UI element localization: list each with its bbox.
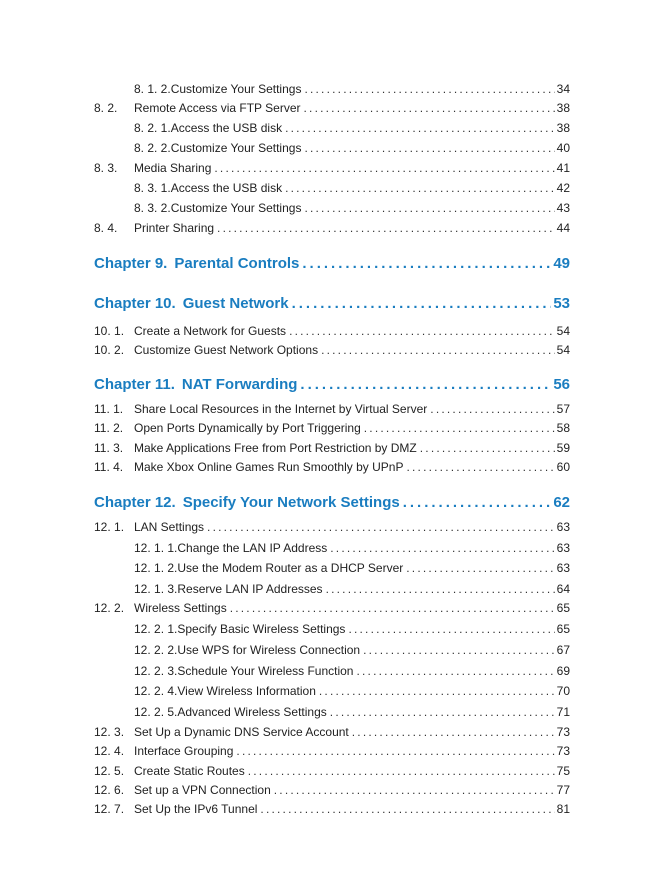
dot-leader xyxy=(285,121,555,135)
dot-leader xyxy=(207,520,555,534)
toc-entry-number: 11. 2. xyxy=(94,421,124,435)
toc-chapter-entry[interactable] xyxy=(94,255,570,273)
toc-section-entry[interactable] xyxy=(94,601,570,615)
toc-page-number: 70 xyxy=(556,684,570,698)
toc-page-number: 62 xyxy=(553,494,570,511)
toc-entry-number: 12. 2. 4. xyxy=(134,684,178,698)
toc-entry-number: 8. 3. 1. xyxy=(134,181,171,195)
toc-entry-title: Parental Controls xyxy=(174,255,300,272)
toc-entry-title: Set Up the IPv6 Tunnel xyxy=(134,802,258,816)
toc-entry-title: Customize Guest Network Options xyxy=(134,343,319,357)
toc-subsection-entry[interactable] xyxy=(134,201,570,215)
toc-entry-number: 8. 3. xyxy=(94,161,118,175)
dot-leader xyxy=(236,744,554,758)
dot-leader xyxy=(248,764,555,778)
dot-leader xyxy=(363,643,555,657)
toc-entry-title: Make Xbox Online Games Run Smoothly by UPnP xyxy=(134,460,404,474)
toc-subsection-entry[interactable] xyxy=(134,684,570,698)
dot-leader xyxy=(304,141,554,155)
toc-chapter-entry[interactable] xyxy=(94,295,570,313)
toc-entry-title: Create Static Routes xyxy=(134,764,245,778)
toc-entry-title: Schedule Your Wireless Function xyxy=(177,664,354,678)
dot-leader xyxy=(330,541,554,555)
toc-page-number: 43 xyxy=(556,201,570,215)
toc-page-number: 57 xyxy=(556,402,570,416)
toc-page-number: 41 xyxy=(556,161,570,175)
toc-page-number: 65 xyxy=(556,622,570,636)
toc-page-number: 58 xyxy=(556,421,570,435)
dot-leader xyxy=(364,421,555,435)
toc-entry-number: 12. 3. xyxy=(94,725,125,739)
toc-entry-title: Media Sharing xyxy=(134,161,212,175)
toc-entry-title: Customize Your Settings xyxy=(170,82,302,96)
toc-page-number: 60 xyxy=(556,460,570,474)
toc-entry-number: 11. 1. xyxy=(94,402,124,416)
toc-page-number: 73 xyxy=(556,725,570,739)
dot-leader xyxy=(304,101,555,115)
toc-entry-title: Access the USB disk xyxy=(170,121,283,135)
dot-leader xyxy=(403,494,552,512)
toc-section-entry[interactable] xyxy=(94,324,570,338)
toc-subsection-entry[interactable] xyxy=(134,181,570,195)
dot-leader xyxy=(348,622,554,636)
toc-page-number: 75 xyxy=(556,764,570,778)
toc-section-entry[interactable] xyxy=(94,221,570,235)
dot-leader xyxy=(292,295,552,313)
dot-leader xyxy=(289,324,555,338)
toc-section-entry[interactable] xyxy=(94,460,570,474)
toc-subsection-entry[interactable] xyxy=(134,582,570,596)
toc-subsection-entry[interactable] xyxy=(134,121,570,135)
toc-page-number: 77 xyxy=(556,783,570,797)
toc-page-number: 54 xyxy=(556,324,570,338)
dot-leader xyxy=(321,343,555,357)
toc-entry-number: 11. 4. xyxy=(94,460,124,474)
toc-entry-title: Reserve LAN IP Addresses xyxy=(177,582,323,596)
dot-leader xyxy=(260,802,554,816)
toc-section-entry[interactable] xyxy=(94,764,570,778)
toc-section-entry[interactable] xyxy=(94,802,570,816)
toc-entry-title: Specify Basic Wireless Settings xyxy=(177,622,346,636)
toc-entry-title: Use the Modem Router as a DHCP Server xyxy=(177,561,404,575)
toc-subsection-entry[interactable] xyxy=(134,541,570,555)
toc-entry-title: Create a Network for Guests xyxy=(134,324,287,338)
dot-leader xyxy=(285,181,555,195)
toc-entry-title: Open Ports Dynamically by Port Triggering xyxy=(134,421,361,435)
toc-page-number: 34 xyxy=(556,82,570,96)
toc-entry-number: 12. 1. xyxy=(94,520,125,534)
dot-leader xyxy=(217,221,555,235)
toc-entry-number: 11. 3. xyxy=(94,441,124,455)
toc-page-number: 56 xyxy=(553,376,570,393)
toc-entry-title: Use WPS for Wireless Connection xyxy=(177,643,361,657)
toc-entry-number: 8. 2. 2. xyxy=(134,141,171,155)
toc-entry-title: Interface Grouping xyxy=(134,744,234,758)
dot-leader xyxy=(330,705,555,719)
toc-entry-number: Chapter 11. xyxy=(94,376,175,393)
toc-section-entry[interactable] xyxy=(94,783,570,797)
toc-page-number: 49 xyxy=(553,255,570,272)
toc-subsection-entry[interactable] xyxy=(134,705,570,719)
toc-page-number: 69 xyxy=(556,664,570,678)
toc-chapter-entry[interactable] xyxy=(94,376,570,394)
toc-section-entry[interactable] xyxy=(94,101,570,115)
toc-entry-number: 12. 2. 5. xyxy=(134,705,178,719)
dot-leader xyxy=(420,441,555,455)
dot-leader xyxy=(214,161,554,175)
toc-entry-number: 12. 6. xyxy=(94,783,125,797)
toc-page-number: 67 xyxy=(556,643,570,657)
toc-entry-number: 10. 2. xyxy=(94,343,125,357)
toc-entry-title: Customize Your Settings xyxy=(170,201,302,215)
toc-entry-title: Change the LAN IP Address xyxy=(177,541,328,555)
toc-subsection-entry[interactable] xyxy=(134,622,570,636)
dot-leader xyxy=(430,402,554,416)
dot-leader xyxy=(356,664,554,678)
toc-entry-number: 12. 2. xyxy=(94,601,125,615)
dot-leader xyxy=(304,82,554,96)
toc-entry-title: Set up a VPN Connection xyxy=(134,783,271,797)
dot-leader xyxy=(406,561,554,575)
toc-section-entry[interactable] xyxy=(94,421,570,435)
dot-leader xyxy=(406,460,554,474)
toc-page-number: 64 xyxy=(556,582,570,596)
toc-subsection-entry[interactable] xyxy=(134,664,570,678)
toc-page-number: 81 xyxy=(556,802,570,816)
toc-page-number: 63 xyxy=(556,561,570,575)
toc-entry-number: Chapter 9. xyxy=(94,255,168,272)
toc-entry-title: Share Local Resources in the Internet by Virtual Server xyxy=(134,402,428,416)
toc-page-number: 54 xyxy=(556,343,570,357)
toc-subsection-entry[interactable] xyxy=(134,643,570,657)
toc-entry-number: Chapter 10. xyxy=(94,295,176,312)
toc-entry-title: NAT Forwarding xyxy=(181,376,298,393)
toc-page-number: 59 xyxy=(556,441,570,455)
dot-leader xyxy=(319,684,555,698)
toc-page-number: 65 xyxy=(556,601,570,615)
toc-chapter-entry[interactable] xyxy=(94,494,570,512)
toc-page-number: 63 xyxy=(556,520,570,534)
toc-entry-number: 12. 4. xyxy=(94,744,125,758)
toc-section-entry[interactable] xyxy=(94,343,570,357)
dot-leader xyxy=(300,376,551,394)
toc-entry-number: Chapter 12. xyxy=(94,494,176,511)
toc-section-entry[interactable] xyxy=(94,744,570,758)
toc-entry-title: Remote Access via FTP Server xyxy=(134,101,301,115)
toc-entry-title: Specify Your Network Settings xyxy=(182,494,400,511)
toc-entry-number: 10. 1. xyxy=(94,324,125,338)
toc-entry-number: 12. 1. 1. xyxy=(134,541,178,555)
toc-section-entry[interactable] xyxy=(94,725,570,739)
toc-entry-title: Advanced Wireless Settings xyxy=(177,705,327,719)
toc-subsection-entry[interactable] xyxy=(134,141,570,155)
toc-entry-number: 12. 2. 2. xyxy=(134,643,178,657)
dot-leader xyxy=(352,725,555,739)
toc-section-entry[interactable] xyxy=(94,402,570,416)
toc-entry-number: 12. 7. xyxy=(94,802,125,816)
toc-entry-title: Access the USB disk xyxy=(170,181,283,195)
toc-entry-number: 12. 1. 3. xyxy=(134,582,178,596)
toc-page-number: 71 xyxy=(556,705,570,719)
toc-entry-number: 12. 2. 3. xyxy=(134,664,178,678)
toc-subsection-entry[interactable] xyxy=(134,561,570,575)
toc-entry-number: 12. 2. 1. xyxy=(134,622,178,636)
dot-leader xyxy=(302,255,551,273)
toc-entry-title: Guest Network xyxy=(182,295,289,312)
toc-section-entry[interactable] xyxy=(94,441,570,455)
dot-leader xyxy=(274,783,555,797)
toc-entry-number: 12. 5. xyxy=(94,764,125,778)
toc-page-number: 63 xyxy=(556,541,570,555)
toc-page-number: 53 xyxy=(553,295,570,312)
toc-entry-number: 8. 2. xyxy=(94,101,118,115)
toc-entry-title: Wireless Settings xyxy=(134,601,227,615)
toc-entry-title: Set Up a Dynamic DNS Service Account xyxy=(134,725,349,739)
toc-entry-title: LAN Settings xyxy=(134,520,205,534)
dot-leader xyxy=(230,601,555,615)
toc-entry-number: 8. 2. 1. xyxy=(134,121,171,135)
dot-leader xyxy=(326,582,555,596)
toc-page-number: 40 xyxy=(556,141,570,155)
toc-entry-title: View Wireless Information xyxy=(177,684,316,698)
toc-page-number: 38 xyxy=(556,121,570,135)
toc-entry-title: Make Applications Free from Port Restriction by DMZ xyxy=(134,441,417,455)
toc-page-number: 73 xyxy=(556,744,570,758)
toc-entry-title: Customize Your Settings xyxy=(170,141,302,155)
toc-entry-title: Printer Sharing xyxy=(134,221,215,235)
toc-entry-number: 8. 4. xyxy=(94,221,118,235)
toc-subsection-entry[interactable] xyxy=(134,82,570,96)
toc-section-entry[interactable] xyxy=(94,161,570,175)
toc-page-number: 42 xyxy=(556,181,570,195)
dot-leader xyxy=(304,201,554,215)
toc-page-number: 38 xyxy=(556,101,570,115)
toc-entry-number: 8. 1. 2. xyxy=(134,82,171,96)
toc-section-entry[interactable] xyxy=(94,520,570,534)
toc-entry-number: 8. 3. 2. xyxy=(134,201,171,215)
toc-page-number: 44 xyxy=(556,221,570,235)
toc-entry-number: 12. 1. 2. xyxy=(134,561,178,575)
